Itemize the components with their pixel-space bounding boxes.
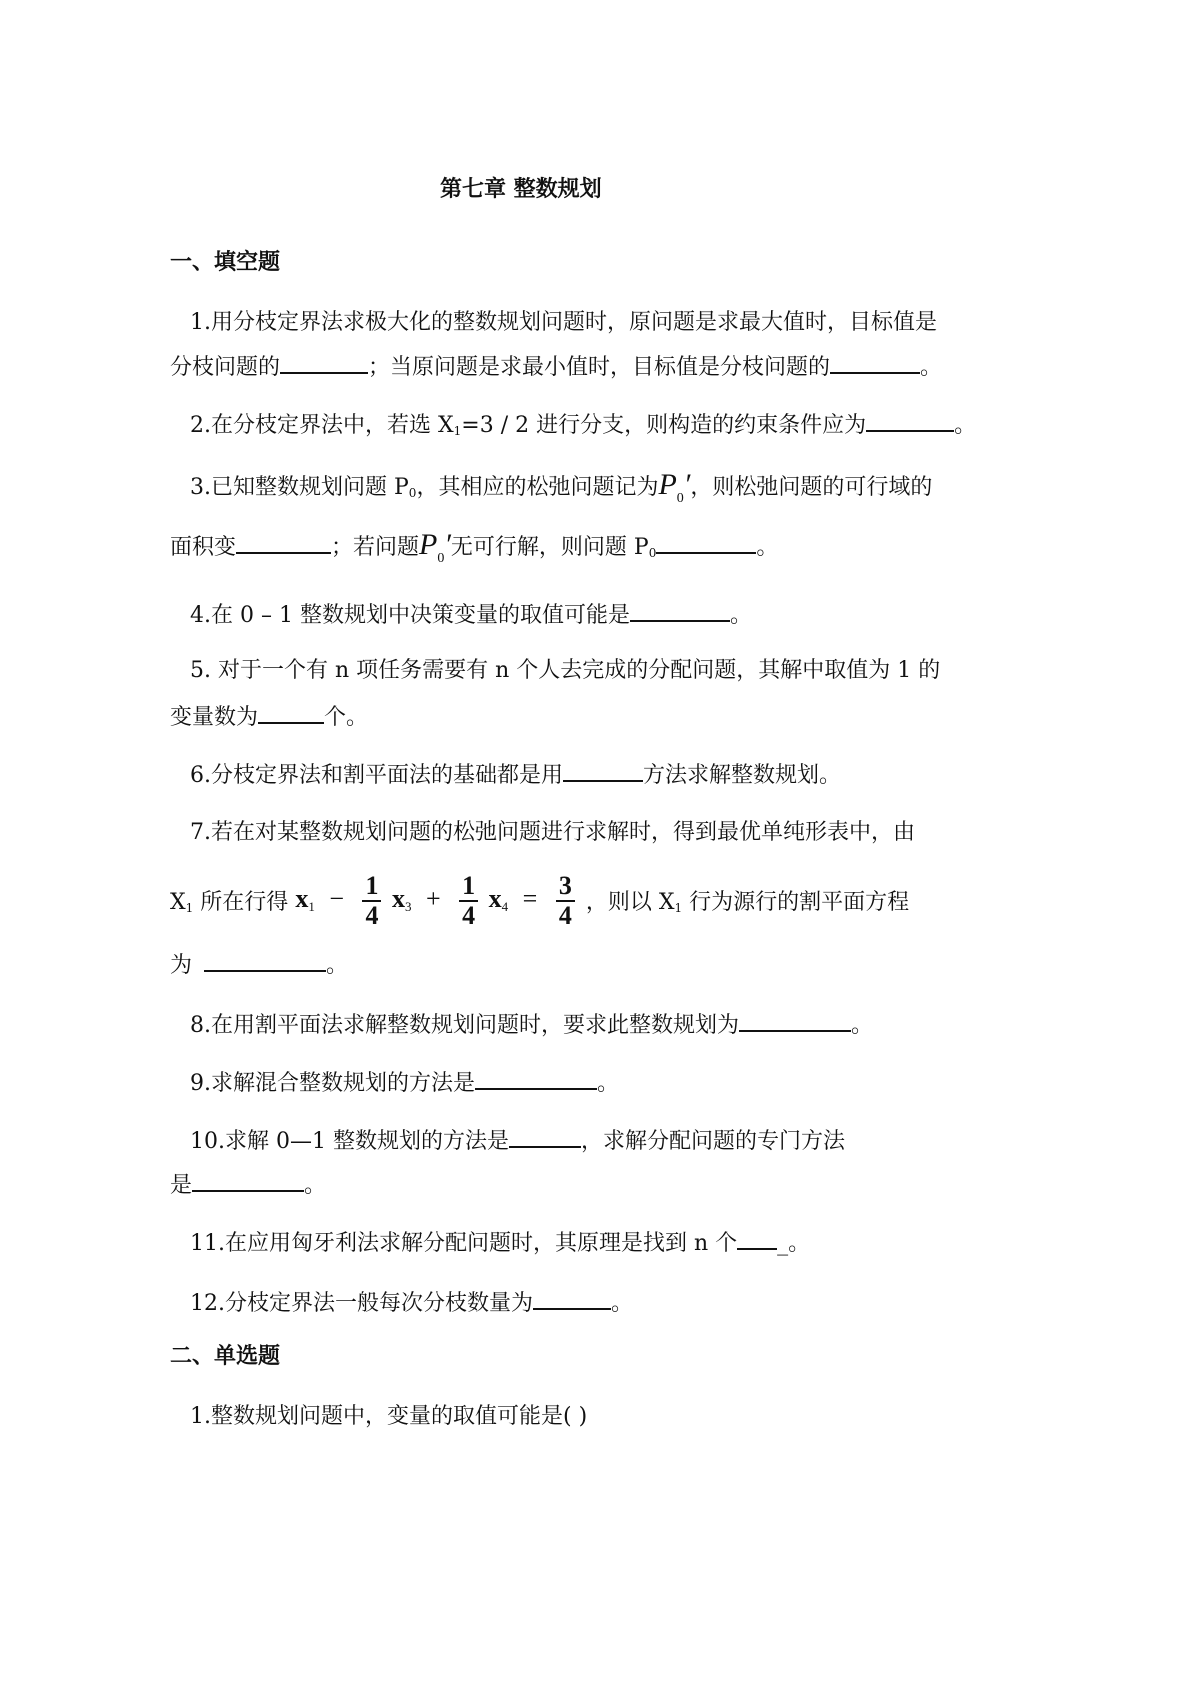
q6-text-a: 6.分枝定界法和割平面法的基础都是用 — [190, 763, 563, 788]
q7-text-d: ，则以 X — [585, 890, 675, 915]
q5-line1: 5. 对于一个有 n 项任务需要有 n 个人去完成的分配问题，其解中取值为 1 的 — [190, 658, 941, 683]
q1-blank-1[interactable] — [280, 350, 368, 374]
q11-text-a: 11.在应用匈牙利法求解分配问题时，其原理是找到 n 个 — [190, 1231, 738, 1256]
q10-text-a: 10.求解 0—1 整数规划的方法是 — [190, 1129, 509, 1154]
q10-blank-2[interactable] — [192, 1168, 304, 1192]
q10-text-b: ，求解分配问题的专门方法 — [580, 1129, 845, 1154]
q3-line1 — [190, 470, 932, 514]
cut-row-equation: x1 − $\frac{1}{4}$ x3 + $\frac{1}{4}$ x4 = $\frac{3}{4}$ — [295, 864, 579, 942]
q8-text-b: 。 — [851, 1013, 874, 1038]
q7-text-b: X — [170, 890, 186, 915]
q3-text-b: ，其相应的松弛问题记为 — [416, 475, 659, 500]
q3-blank-1[interactable] — [236, 530, 331, 554]
q7-line3 — [170, 948, 348, 981]
q1-text-b: 分枝问题的 — [170, 355, 281, 380]
q9-line — [190, 1066, 619, 1099]
q7-text-c: 所在行得 — [193, 890, 289, 915]
p0-prime-symbol: $P_0'$ — [658, 468, 691, 506]
q10-text-d: 。 — [304, 1173, 327, 1198]
q2-text-a: 2.在分枝定界法中，若选 X — [190, 413, 454, 438]
section-fill-heading: 一、填空题 — [170, 250, 281, 275]
q4-blank[interactable] — [630, 598, 730, 622]
q6-line — [190, 758, 841, 791]
fraction-1-4: $\frac{1}{4}$ — [362, 872, 381, 930]
q2-text-c: 。 — [954, 413, 977, 438]
q1-line2 — [170, 350, 942, 383]
q7-blank[interactable] — [204, 948, 326, 972]
fraction-3-4: $\frac{3}{4}$ — [556, 872, 575, 930]
page-title: 第七章 整数规划 — [440, 177, 602, 202]
q10-line2 — [170, 1168, 326, 1201]
q3-text-f: 无可行解，则问题 P — [450, 535, 649, 560]
q4-text-b: 。 — [729, 603, 752, 628]
q10-text-c: 是 — [170, 1173, 193, 1198]
q3-sub-2: 0 — [648, 546, 657, 560]
q11-underscore: _ — [777, 1231, 789, 1256]
q12-line — [190, 1286, 633, 1319]
q8-line — [190, 1008, 873, 1041]
q12-text-a: 12.分枝定界法一般每次分枝数量为 — [190, 1291, 533, 1316]
q7-text-e: 行为源行的割平面方程 — [682, 890, 910, 915]
q5-blank[interactable] — [258, 700, 324, 724]
q11-line — [190, 1226, 810, 1259]
p0-prime-symbol-2: $P_0'$ — [419, 528, 451, 566]
q2-text-b: =3 / 2 进行分支，则构造的约束条件应为 — [461, 413, 867, 438]
q7-bsub: 1 — [185, 901, 194, 915]
q7-dsub: 1 — [674, 901, 683, 915]
fraction-1-4-b: $\frac{1}{4}$ — [459, 872, 478, 930]
q1-text-c: ；当原问题是求最小值时，目标值是分枝问题的 — [368, 355, 831, 380]
q3-text-e: ；若问题 — [331, 535, 420, 560]
q9-blank[interactable] — [475, 1066, 597, 1090]
q5-line2 — [170, 700, 368, 733]
q10-line1 — [190, 1124, 845, 1157]
q11-text-b: 。 — [788, 1231, 811, 1256]
s1-line: 1.整数规划问题中，变量的取值可能是( ) — [190, 1404, 588, 1429]
q5-text-b: 变量数为 — [170, 705, 259, 730]
q4-text-a: 4.在 0 – 1 整数规划中决策变量的取值可能是 — [190, 603, 630, 628]
q7-text-g: 。 — [326, 953, 349, 978]
q7-text-f: 为 — [170, 953, 193, 978]
q6-blank[interactable] — [563, 758, 643, 782]
q3-line2 — [170, 530, 778, 574]
q1-blank-2[interactable] — [830, 350, 920, 374]
q3-text-a: 3.已知整数规划问题 P — [190, 475, 409, 500]
q4-line — [190, 598, 752, 631]
section-single-heading: 二、单选题 — [170, 1344, 281, 1369]
q11-blank[interactable] — [737, 1226, 777, 1250]
q2-sub: 1 — [453, 424, 462, 438]
q1-line1: 1.用分枝定界法求极大化的整数规划问题时，原问题是求最大值时，目标值是 — [190, 310, 937, 335]
q7-line2 — [170, 864, 909, 943]
q5-text-c: 个。 — [324, 705, 369, 730]
q3-sub: 0 — [408, 486, 417, 500]
q9-text-b: 。 — [597, 1071, 620, 1096]
q3-text-g: 。 — [756, 535, 779, 560]
q2-blank[interactable] — [866, 408, 954, 432]
q8-blank[interactable] — [739, 1008, 851, 1032]
q9-text-a: 9.求解混合整数规划的方法是 — [190, 1071, 475, 1096]
q3-blank-2[interactable] — [656, 530, 756, 554]
q6-text-b: 方法求解整数规划。 — [643, 763, 842, 788]
q1-text-d: 。 — [920, 355, 943, 380]
q3-text-d: 面积变 — [170, 535, 237, 560]
q12-blank[interactable] — [533, 1286, 611, 1310]
q7-line1: 7.若在对某整数规划问题的松弛问题进行求解时，得到最优单纯形表中，由 — [190, 820, 915, 845]
q10-blank-1[interactable] — [509, 1124, 581, 1148]
q2-line — [190, 408, 976, 446]
q3-text-c: ，则松弛问题的可行域的 — [690, 475, 933, 500]
q8-text-a: 8.在用割平面法求解整数规划问题时，要求此整数规划为 — [190, 1013, 739, 1038]
q12-text-b: 。 — [611, 1291, 634, 1316]
